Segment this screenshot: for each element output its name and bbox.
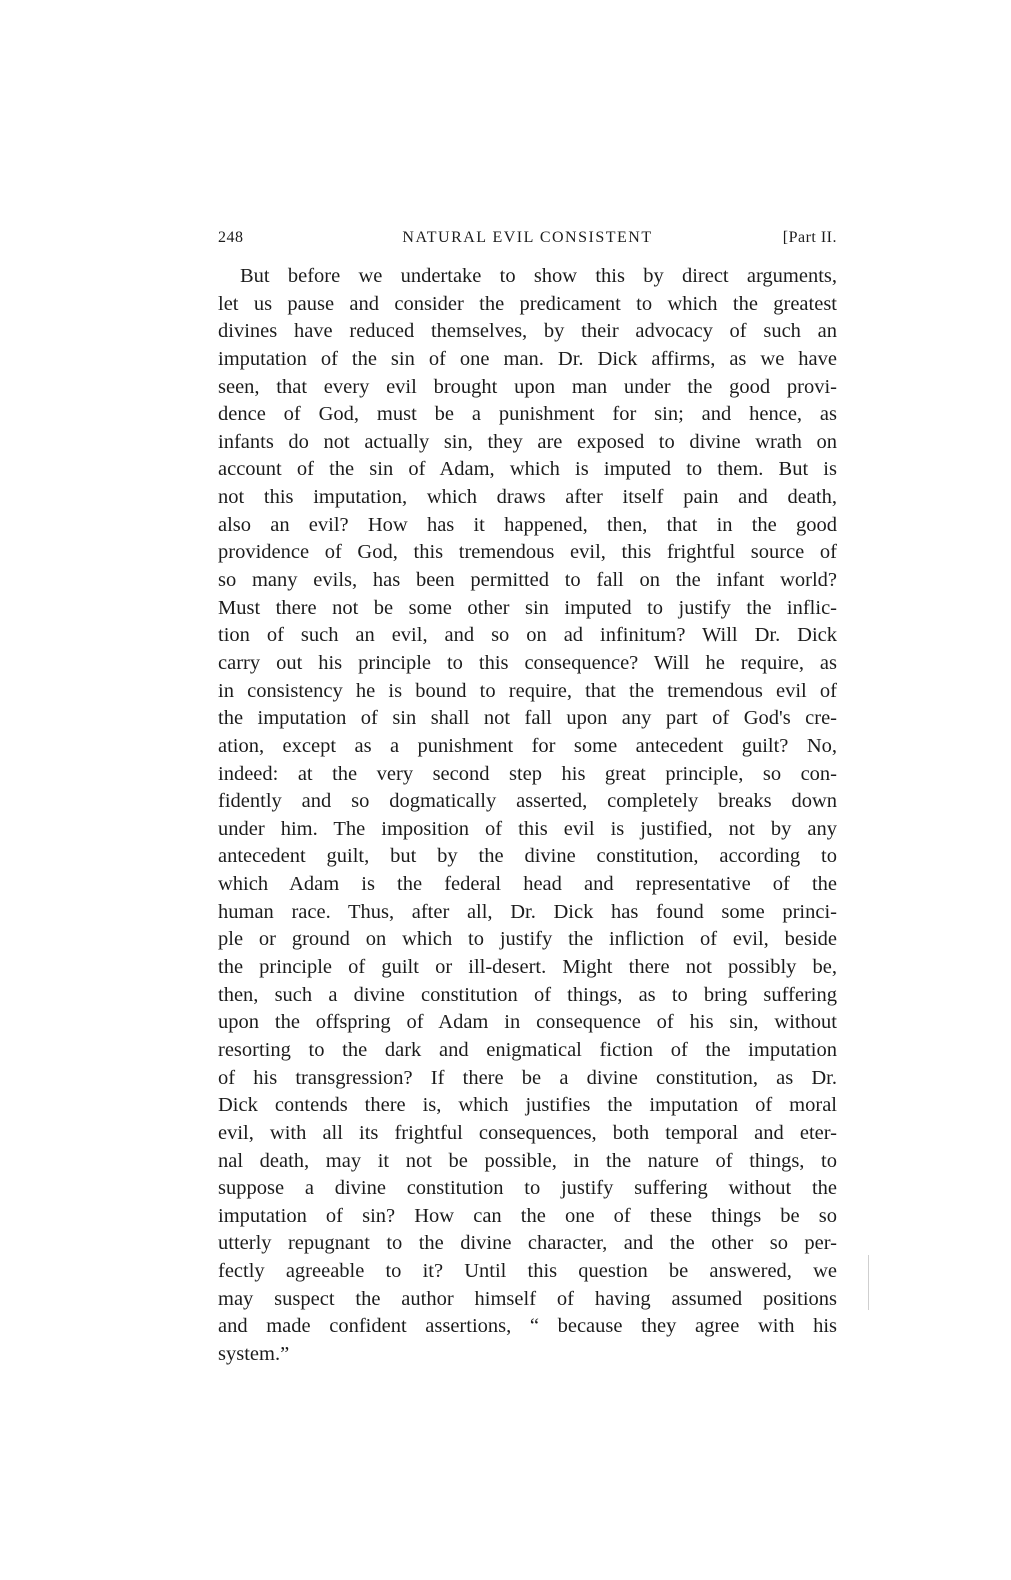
text-line: human race. Thus, after all, Dr. Dick has found some princi- xyxy=(218,900,837,923)
text-line: divines have reduced themselves, by their advocacy of such an xyxy=(218,320,837,343)
text-line: imputation of the sin of one man. Dr. Dick affirms, as we have xyxy=(218,347,837,370)
text-line: dence of God, must be a punishment for sin; and hence, as xyxy=(218,403,837,426)
text-line: fidently and so dogmatically asserted, completely breaks down xyxy=(218,790,837,813)
text-line: indeed: at the very second step his great principle, so con- xyxy=(218,762,837,785)
text-line: nal death, may it not be possible, in the nature of things, to xyxy=(218,1149,837,1172)
text-line: account of the sin of Adam, which is imputed to them. But is xyxy=(218,458,837,481)
text-line: Must there not be some other sin imputed to justify the inflic- xyxy=(218,596,837,619)
body-paragraph xyxy=(218,263,837,1369)
text-line: seen, that every evil brought upon man under the good provi- xyxy=(218,375,837,398)
text-line: under him. The imposition of this evil is justified, not by any xyxy=(218,817,837,840)
text-line: suppose a divine constitution to justify suffering without the xyxy=(218,1177,837,1200)
running-head xyxy=(218,229,837,253)
text-line: providence of God, this tremendous evil, this frightful source of xyxy=(218,541,837,564)
text-line: antecedent guilt, but by the divine constitution, according to xyxy=(218,845,837,868)
text-line: the imputation of sin shall not fall upon any part of God's cre- xyxy=(218,707,837,730)
text-line: in consistency he is bound to require, that the tremendous evil of xyxy=(218,679,837,702)
text-line: carry out his principle to this consequence? Will he require, as xyxy=(218,651,837,674)
text-line: imputation of sin? How can the one of these things be so xyxy=(218,1204,837,1227)
text-line: not this imputation, which draws after itself pain and death, xyxy=(218,486,837,509)
running-title: NATURAL EVIL CONSISTENT xyxy=(402,229,653,246)
text-line: of his transgression? If there be a divine constitution, as Dr. xyxy=(218,1066,837,1089)
margin-mark xyxy=(868,1255,869,1310)
text-line: which Adam is the federal head and representative of the xyxy=(218,873,837,896)
text-line: let us pause and consider the predicament to which the greatest xyxy=(218,292,837,315)
text-line: Dick contends there is, which justifies the imputation of moral xyxy=(218,1094,837,1117)
text-line: and made confident assertions, “ because they agree with his xyxy=(218,1315,837,1338)
text-line: infants do not actually sin, they are exposed to divine wrath on xyxy=(218,430,837,453)
part-label: [Part II. xyxy=(782,229,837,246)
text-line: may suspect the author himself of having assumed positions xyxy=(218,1287,837,1310)
text-line: But before we undertake to show this by direct arguments, xyxy=(240,265,837,287)
text-line: system.” xyxy=(218,1342,290,1365)
text-line: utterly repugnant to the divine character, and the other so per- xyxy=(218,1232,837,1255)
text-line: tion of such an evil, and so on ad infinitum? Will Dr. Dick xyxy=(218,624,837,647)
text-line: upon the offspring of Adam in consequence of his sin, without xyxy=(218,1011,837,1034)
text-line: evil, with all its frightful consequences, both temporal and eter- xyxy=(218,1121,837,1144)
text-line: ple or ground on which to justify the infliction of evil, beside xyxy=(218,928,837,951)
text-line: the principle of guilt or ill-desert. Might there not possibly be, xyxy=(218,956,837,979)
text-line: fectly agreeable to it? Until this question be answered, we xyxy=(218,1260,837,1283)
page-number: 248 xyxy=(218,229,244,246)
text-line: so many evils, has been permitted to fall on the infant world? xyxy=(218,569,837,592)
text-line: ation, except as a punishment for some antecedent guilt? No, xyxy=(218,734,837,757)
text-line: also an evil? How has it happened, then, that in the good xyxy=(218,513,837,536)
text-line: then, such a divine constitution of things, as to bring suffering xyxy=(218,983,837,1006)
text-line: resorting to the dark and enigmatical fiction of the imputation xyxy=(218,1038,837,1061)
